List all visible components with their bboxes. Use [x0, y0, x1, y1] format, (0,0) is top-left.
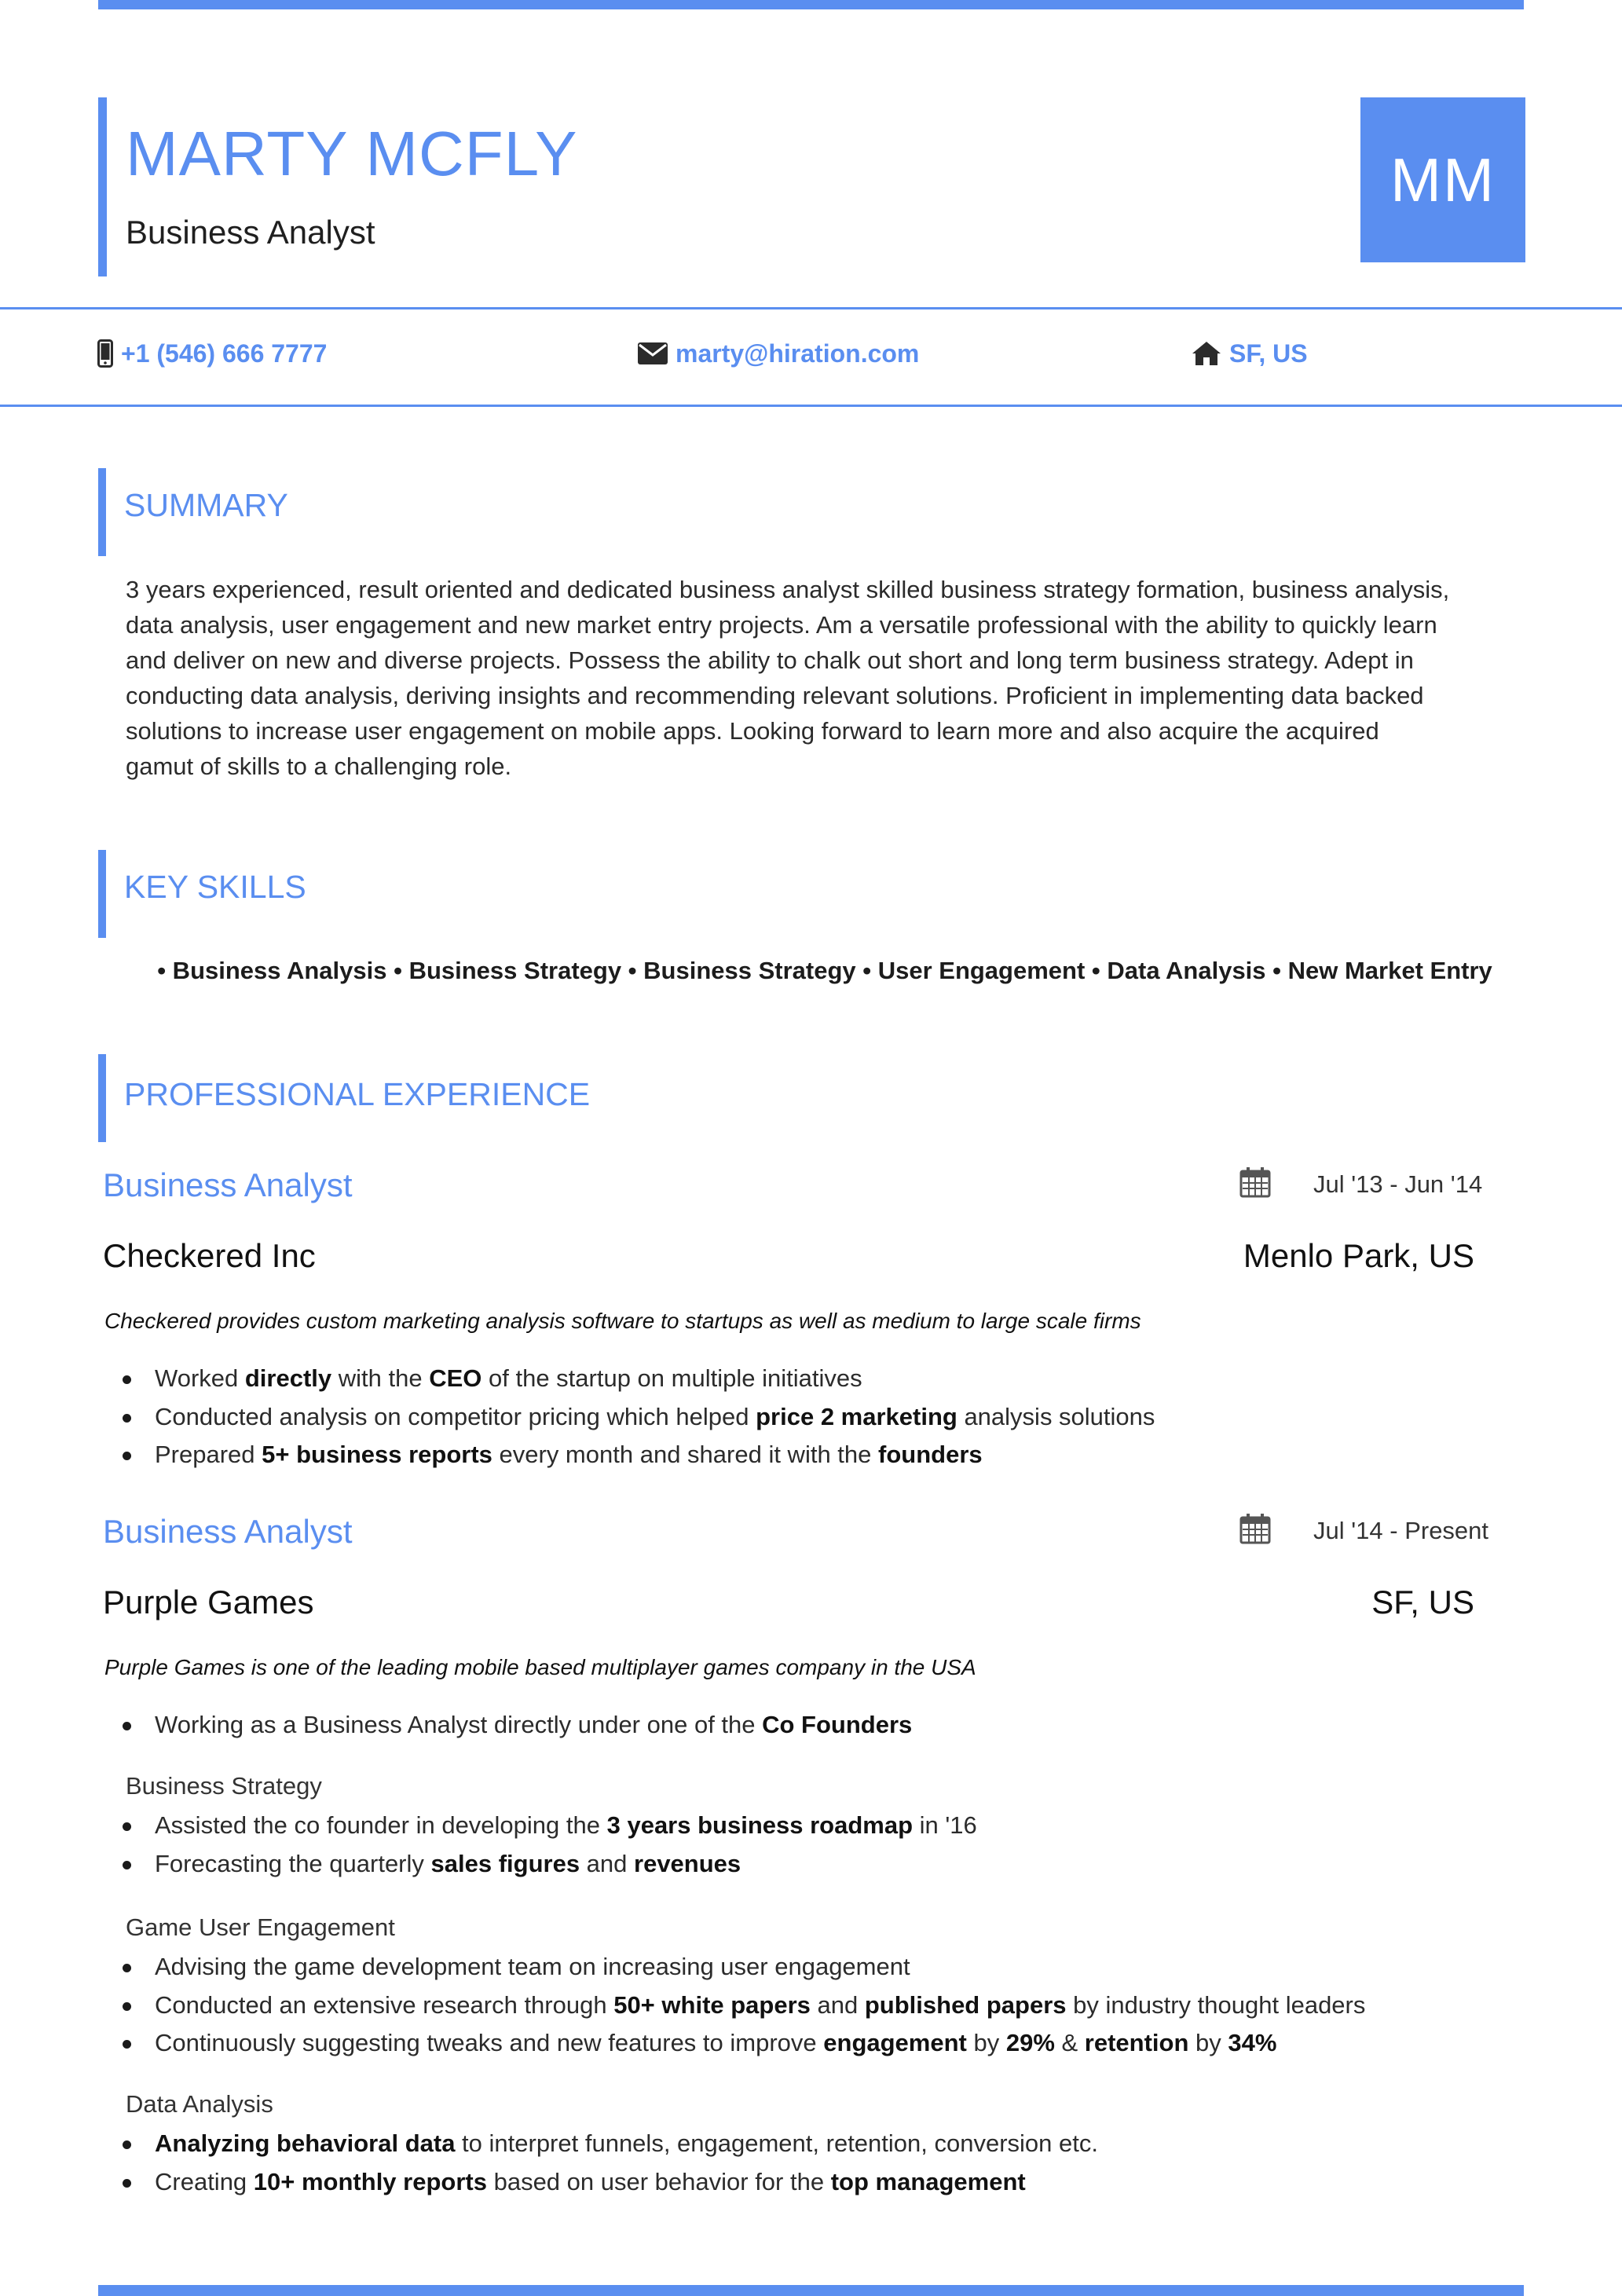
skills-accent-bar: [98, 850, 106, 938]
bullet-emphasis: Analyzing behavioral data: [155, 2129, 456, 2157]
bullet-emphasis: top management: [830, 2167, 1026, 2195]
bullet-item: [120, 2163, 1098, 2202]
email-text: marty@hiration.com: [676, 339, 920, 368]
group-bullets: [120, 1948, 1365, 2063]
job-dates: Jul '13 - Jun '14: [1313, 1170, 1483, 1198]
bullet-item: [120, 2024, 1365, 2063]
home-icon: [1192, 341, 1221, 366]
bullet-text: by industry thought leaders: [1066, 1990, 1366, 2019]
job-title: Business Analyst: [103, 1513, 353, 1550]
bullet-item: [120, 1360, 1155, 1398]
bullet-text: by: [966, 2029, 1006, 2056]
job-dates: Jul '14 - Present: [1313, 1517, 1489, 1544]
bullet-emphasis: 5+ business reports: [262, 1441, 492, 1468]
bullet-item: [120, 1706, 912, 1745]
group-heading: Business Strategy: [126, 1772, 322, 1800]
summary-text: [126, 572, 1524, 784]
bullet-text: Prepared: [155, 1441, 262, 1468]
phone-text: +1 (546) 666 7777: [121, 339, 328, 368]
bullet-emphasis: 10+ monthly reports: [253, 2167, 487, 2195]
calendar-icon: [1239, 1166, 1271, 1202]
bullet-emphasis: retention: [1084, 2029, 1189, 2056]
envelope-icon: [638, 342, 668, 364]
contact-email[interactable]: [638, 333, 919, 374]
group-bullets: [120, 1807, 977, 1883]
bullet-text: every month and shared it with the: [492, 1441, 879, 1468]
bullet-item: [120, 1436, 1155, 1474]
bullet-text: and: [580, 1849, 635, 1877]
bullet-emphasis: published papers: [864, 1990, 1067, 2019]
summary-line: conducting data analysis, deriving insights and recommending relevant solutions. Proficient in implementing data backed: [126, 682, 1424, 709]
summary-line: data analysis, user engagement and new market entry projects. Am a versatile professional with the ability to quickly learn: [126, 611, 1437, 639]
contact-phone[interactable]: [97, 333, 327, 374]
experience-accent-bar: [98, 1054, 106, 1142]
bullet-text: Conducted an extensive research through: [155, 1990, 614, 2019]
company-name: Checkered Inc: [103, 1237, 316, 1274]
bullet-text: based on user behavior for the: [486, 2167, 831, 2195]
experience-heading: PROFESSIONAL EXPERIENCE: [124, 1076, 591, 1112]
summary-accent-bar: [98, 468, 106, 556]
bullet-emphasis: directly: [244, 1364, 332, 1392]
summary-line: gamut of skills to a challenging role.: [126, 753, 512, 780]
monogram-badge: MM: [1360, 97, 1525, 262]
bullet-emphasis: 34%: [1228, 2029, 1277, 2056]
contact-location[interactable]: [1192, 333, 1308, 374]
bullet-emphasis: price 2 marketing: [756, 1402, 957, 1430]
job-bullets: [120, 1706, 912, 1745]
bullet-emphasis: Co Founders: [762, 1711, 913, 1738]
bullet-text: Conducted analysis on competitor pricing which helped: [155, 1402, 756, 1430]
company-description: Checkered provides custom marketing analysis software to startups as well as medium to large scale firms: [104, 1309, 1141, 1333]
bullet-emphasis: CEO: [429, 1364, 482, 1392]
bullet-emphasis: revenues: [634, 1849, 741, 1877]
job-location: Menlo Park, US: [1243, 1237, 1474, 1274]
bullet-emphasis: 3 years business roadmap: [606, 1811, 914, 1839]
job-bullets: [120, 1360, 1155, 1474]
candidate-name: MARTY MCFLY: [126, 119, 578, 189]
top-accent-bar: [98, 0, 1524, 9]
bottom-accent-bar: [98, 2285, 1524, 2296]
contact-divider-top: [0, 307, 1622, 309]
group-bullets: [120, 2125, 1098, 2201]
bullet-emphasis: founders: [878, 1441, 983, 1468]
bullet-text: by: [1188, 2029, 1228, 2056]
skills-list: • Business Analysis • Business Strategy • Business Strategy • User Engagement • Data Analysis • New Market Entry: [157, 957, 1492, 984]
summary-line: solutions to increase user engagement on mobile apps. Looking forward to learn more and also acquire the acquired: [126, 717, 1379, 745]
bullet-text: Worked: [155, 1364, 245, 1392]
bullet-emphasis: 50+ white papers: [613, 1990, 811, 2019]
header-accent-bar: [98, 97, 107, 276]
bullet-item: [120, 1398, 1155, 1437]
bullet-text: of the startup on multiple initiatives: [481, 1364, 862, 1392]
bullet-text: &: [1054, 2029, 1085, 2056]
summary-heading: SUMMARY: [124, 487, 288, 523]
bullet-emphasis: sales figures: [430, 1849, 580, 1877]
skills-heading: KEY SKILLS: [124, 869, 306, 905]
bullet-emphasis: engagement: [823, 2029, 967, 2056]
bullet-text: Working as a Business Analyst directly under one of the: [155, 1711, 763, 1738]
bullet-text: Advising the game development team on increasing user engagement: [155, 1953, 910, 1980]
phone-icon: [97, 339, 113, 368]
bullet-text: Assisted the co founder in developing the: [155, 1811, 607, 1839]
bullet-text: analysis solutions: [957, 1402, 1155, 1430]
bullet-item: [120, 1948, 1365, 1987]
group-heading: Game User Engagement: [126, 1913, 395, 1941]
location-text: SF, US: [1229, 339, 1308, 368]
bullet-text: with the: [331, 1364, 430, 1392]
bullet-text: in '16: [913, 1811, 977, 1839]
bullet-item: [120, 2125, 1098, 2163]
bullet-text: Creating: [155, 2167, 254, 2195]
job-location: SF, US: [1371, 1584, 1474, 1620]
contact-divider-bottom: [0, 405, 1622, 407]
bullet-text: to interpret funnels, engagement, retention, conversion etc.: [455, 2129, 1098, 2157]
summary-line: and deliver on new and diverse projects. Possess the ability to chalk out short and long term business strategy. Adept in: [126, 646, 1414, 674]
bullet-item: [120, 1987, 1365, 2025]
group-heading: Data Analysis: [126, 2090, 273, 2118]
calendar-icon: [1239, 1513, 1271, 1548]
bullet-text: Continuously suggesting tweaks and new features to improve: [155, 2029, 824, 2056]
bullet-item: [120, 1807, 977, 1845]
bullet-emphasis: 29%: [1005, 2029, 1055, 2056]
job-title: Business Analyst: [103, 1166, 353, 1203]
bullet-text: Forecasting the quarterly: [155, 1849, 431, 1877]
company-name: Purple Games: [103, 1584, 314, 1620]
summary-line: 3 years experienced, result oriented and dedicated business analyst skilled business strategy formation, business analysis,: [126, 576, 1450, 603]
bullet-text: and: [810, 1990, 865, 2019]
company-description: Purple Games is one of the leading mobile based multiplayer games company in the USA: [104, 1655, 976, 1679]
bullet-item: [120, 1845, 977, 1884]
candidate-role: Business Analyst: [126, 214, 375, 251]
